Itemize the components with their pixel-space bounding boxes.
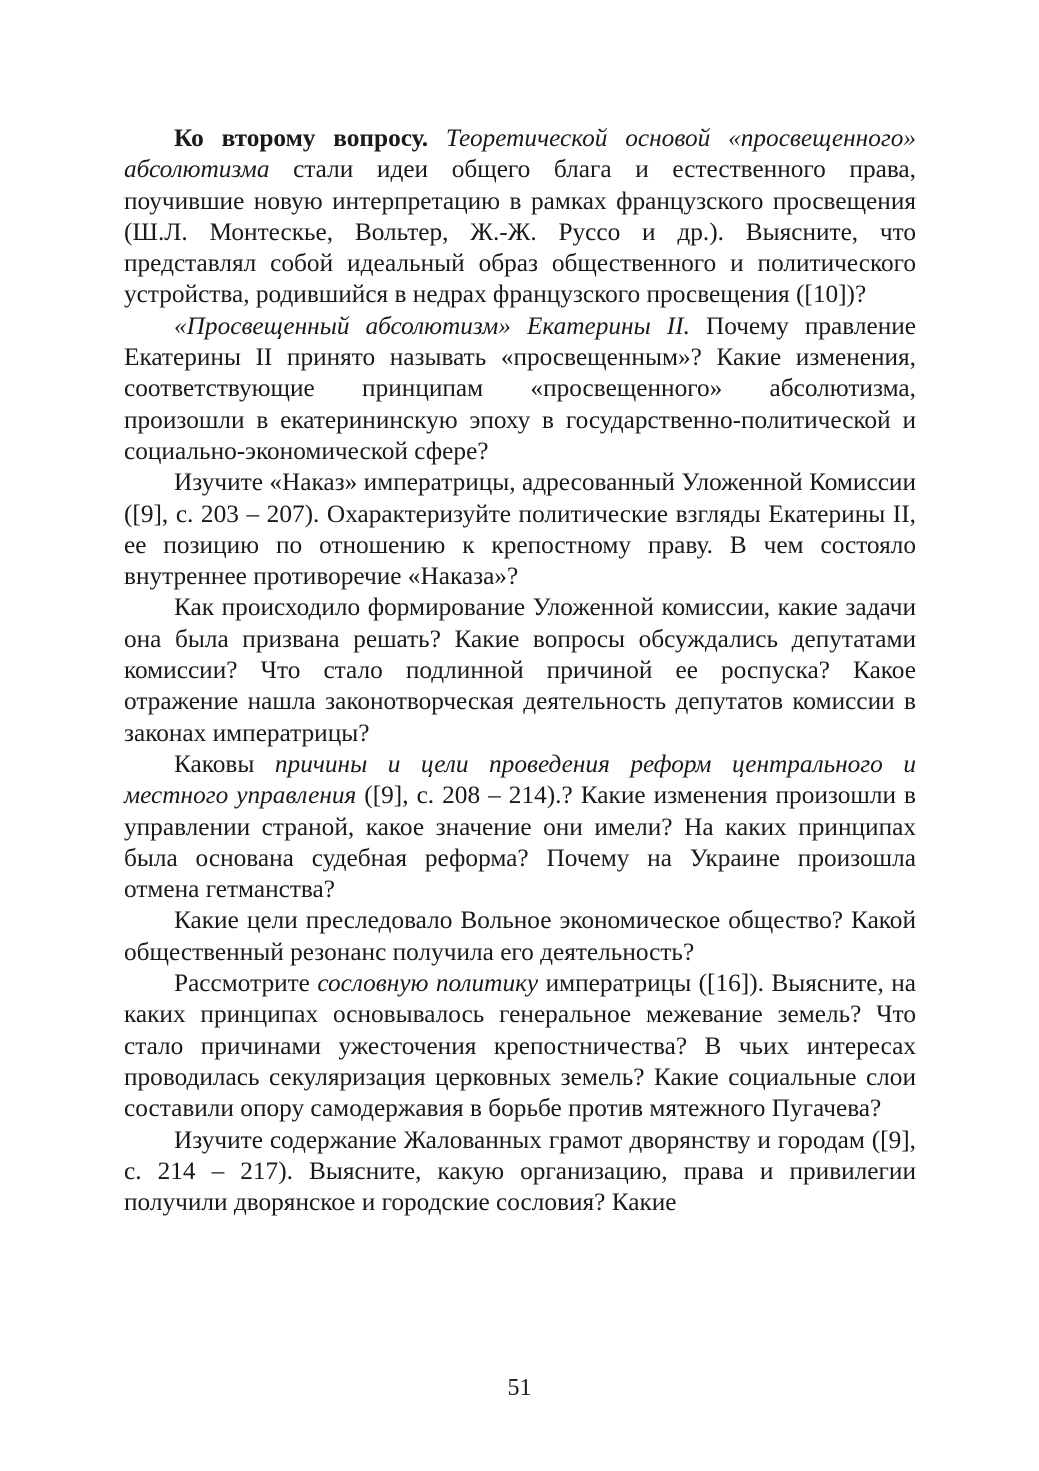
italic-text: причины и цели проведения реформ центрального и местного управления	[124, 749, 916, 810]
paragraph	[124, 905, 916, 968]
text-run: ([9], с. 208 – 214).? Какие изменения произошли в управлении страной, какое значение они имели? На каких принципах была основана судебная реформа? Почему на Украине произошла отмена гетманства?	[124, 781, 916, 904]
page-body-text	[124, 123, 916, 1218]
bold-text: Ко второму вопросу.	[174, 124, 429, 152]
text-run: стали идеи общего блага и естественного права, поучившие новую интерпретацию в рамках французского просвещения (Ш.Л. Монтескье, Вольтер, Ж.-Ж. Руссо и др.). Выясните, что представлял собой идеальный образ общественного и политического устройства, родившийся в недрах французского просвещения ([10])?	[124, 155, 916, 309]
text-run: Изучите «Наказ» императрицы, адресованный Уложенной Комиссии ([9], с. 203 – 207). Охарактеризуйте политические взгляды Екатерины II, ее позицию по отношению к крепостному праву. В чем состояло внутреннее противоречие «Наказа»?	[124, 468, 916, 591]
paragraph	[124, 311, 916, 467]
paragraph	[124, 749, 916, 905]
page-number: 51	[507, 1375, 532, 1401]
italic-text: Теоретической основой «просвещенного» абсолютизма	[124, 124, 917, 184]
text-run: Каковы	[174, 749, 275, 778]
paragraph	[124, 968, 916, 1124]
text-run: Какие цели преследовало Вольное экономическое общество? Какой общественный резонанс получила его деятельность?	[124, 906, 916, 966]
text-run: императрицы ([16]). Выясните, на каких принципах основывалось генеральное межевание земель? Что стало причинами ужесточения крепостничества? В чьих интересах проводилась секуляризация церковных земель? Какие социальные слои составили опору самодержавия в борьбе против мятежного Пугачева?	[124, 969, 916, 1123]
paragraph	[124, 1125, 916, 1219]
text-run: Рассмотрите	[174, 969, 318, 998]
text-run	[428, 124, 446, 152]
text-run: Почему правление Екатерины II принято называть «просвещенным»? Какие изменения, соответствующие принципам «просвещенного» абсолютизма, произошли в екатерининскую эпоху в государственно-политической и социально-экономической сфере?	[124, 311, 916, 465]
paragraph	[124, 467, 916, 592]
text-run: Изучите содержание Жалованных грамот дворянству и городам ([9], с. 214 – 217). Выясните, какую организацию, права и привилегии получили дворянское и городские сословия? Какие	[124, 1125, 916, 1217]
paragraph	[124, 123, 916, 311]
italic-text: сословную политику	[317, 969, 539, 998]
paragraph	[124, 592, 916, 748]
text-run: Как происходило формирование Уложенной комиссии, какие задачи она была призвана решать? Какие вопросы обсуждались депутатами комиссии? Что стало подлинной причиной ее роспуска? Какое отражение нашла законотворческая деятельность депутатов комиссии в законах императрицы?	[124, 593, 916, 747]
italic-text: «Просвещенный абсолютизм» Екатерины II.	[174, 311, 690, 340]
